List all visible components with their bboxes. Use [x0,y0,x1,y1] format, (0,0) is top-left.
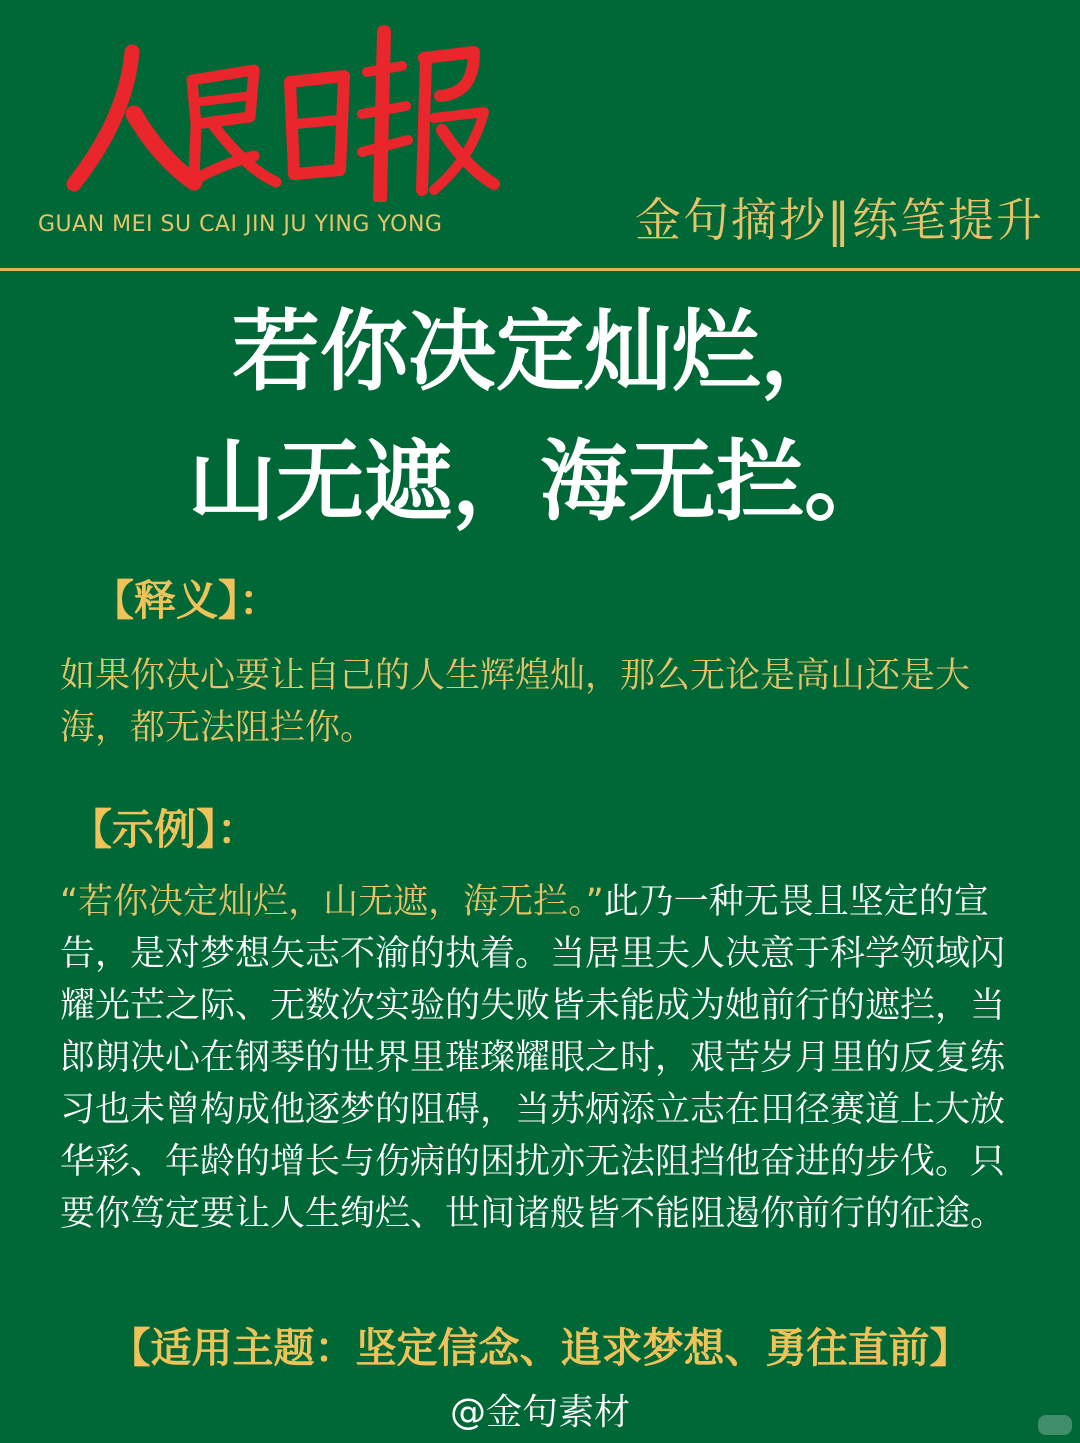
slogan: 金句摘抄‖练笔提升 [635,193,1044,247]
headline-line-1: 若你决定灿烂， [231,299,848,403]
credit: @金句素材 [449,1392,630,1433]
theme-line: 【适用主题：坚定信念、追求梦想、勇往直前】 [109,1324,971,1372]
masthead-pinyin: GUAN MEI SU CAI JIN JU YING YONG [38,212,443,237]
header-divider [0,268,1080,271]
meaning-text: 如果你决心要让自己的人生辉煌灿，那么无论是高山还是大海，都无法阻拦你。 [60,656,971,748]
example-quote: “若你决定灿烂，山无遮，海无拦。” [60,882,604,922]
header [0,0,1080,268]
example-paragraph [60,876,1030,1240]
headline [0,286,1080,546]
example-text: 此乃一种无畏且坚定的宣告，是对梦想矢志不渝的执着。当居里夫人决意于科学领域闪耀光芒之际、无数次实验的失败皆未能成为她前行的遮拦，当郎朗决心在钢琴的世界里璀璨耀眼之时，艰苦岁月里的反复练习也未曾构成他逐梦的阻碍，当苏炳添立志在田径赛道上大放华彩、年龄的增长与伤病的困扰亦无法阻挡他奋进的步伐。只要你笃定要让人生绚烂、世间诸般皆不能阻遏你前行的征途。 [60,882,1006,1234]
masthead-logo [62,22,502,202]
watermark-icon [1038,1415,1072,1435]
meaning-label: 【释义】： [92,576,282,625]
example-label: 【示例】： [70,805,260,854]
headline-line-2: 山无遮，海无拦。 [187,429,892,533]
